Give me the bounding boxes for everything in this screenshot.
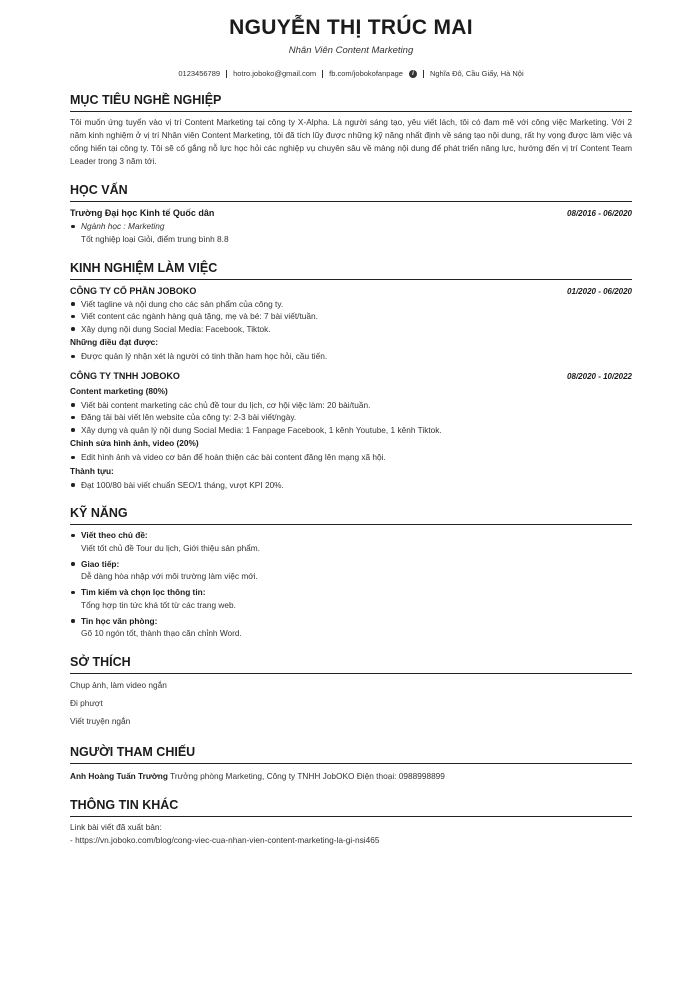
hobby-list — [70, 676, 632, 730]
job-achievements — [70, 479, 632, 492]
info-icon: i — [409, 70, 417, 78]
section-title-references: NGƯỜI THAM CHIẾU — [70, 744, 632, 764]
list-item: Edit hình ảnh và video cơ bản để hoàn thiện các bài content đăng lên mạng xã hội. — [70, 451, 632, 464]
section-objective — [70, 92, 632, 168]
company-name: CÔNG TY TNHH JOBOKO — [70, 370, 180, 381]
section-references — [70, 744, 632, 783]
skills-list — [70, 586, 632, 599]
job-row — [70, 371, 632, 381]
job-entry — [70, 371, 632, 492]
candidate-job-title: Nhân Viên Content Marketing — [288, 45, 414, 56]
skill-name: Viết theo chủ đề: — [81, 530, 148, 540]
job-duties — [70, 298, 632, 336]
school-name: Trường Đại học Kinh tế Quốc dân — [70, 208, 215, 218]
skill-name: Tin học văn phòng: — [81, 615, 158, 626]
hobby-item: Chụp ảnh, làm video ngắn — [70, 680, 167, 690]
skill-item — [70, 615, 632, 628]
skill-item — [70, 529, 632, 542]
section-title-objective: MỤC TIÊU NGHỀ NGHIỆP — [70, 92, 632, 112]
company-name: CÔNG TY CỔ PHẦN JOBOKO — [70, 285, 197, 296]
skills-list — [70, 529, 632, 542]
hobby-item: Viết truyện ngắn — [70, 716, 131, 726]
list-item: Xây dựng và quản lý nội dung Social Media: 1 Fanpage Facebook, 1 kênh Youtube, 1 kênh Tiktok. — [70, 424, 632, 437]
job-duties — [70, 451, 632, 464]
contact-phone: 0123456789 — [178, 69, 221, 78]
skill-item — [70, 558, 632, 571]
skill-desc: Tổng hợp tin tức khá tốt từ các trang web. — [81, 599, 236, 610]
published-article-link[interactable]: - https://vn.joboko.com/blog/cong-viec-cua-nhan-vien-content-marketing-la-gi-nsi465 — [70, 835, 380, 845]
skill-desc: Viết tốt chủ đề Tour du lịch, Giới thiệu sản phẩm. — [81, 542, 261, 553]
contact-email[interactable]: hotro.joboko@gmail.com — [233, 69, 317, 78]
contact-address: Nghĩa Đô, Cầu Giấy, Hà Nội — [429, 69, 524, 78]
education-date: 08/2016 - 06/2020 — [567, 209, 632, 218]
job-duties — [70, 399, 632, 437]
skill-item — [70, 586, 632, 599]
list-item: Đạt 100/80 bài viết chuẩn SEO/1 tháng, vượt KPI 20%. — [70, 479, 632, 492]
objective-text: Tôi muốn ứng tuyển vào vị trí Content Marketing tại công ty X-Alpha. Là người sáng tạo, yêu viết lách, tôi có đam mê với công việc Marketing. Với 2 năm kinh nghiệm ở vị trí Nhân viên Content Marketing, tôi đã tích lũy được những kỹ năng nhất định về sáng tạo nội dung, rất hy vọng được làm việc và cống hiến tại công ty. Tôi sẽ cố gắng nỗ lực học hỏi các nghiệp vụ chuyên sâu về mảng nội dung để phát triển năng lực, hướng đến vị trí Content Team Leader trong 3 năm tới. — [70, 117, 632, 166]
skill-desc: Dễ dàng hòa nhập với môi trường làm việc mới. — [81, 571, 258, 581]
education-row — [70, 208, 632, 218]
job-row — [70, 286, 632, 296]
education-list — [70, 220, 632, 233]
section-title-other: THÔNG TIN KHÁC — [70, 797, 632, 817]
section-experience — [70, 260, 632, 492]
skill-desc: Gõ 10 ngón tốt, thành thạo căn chỉnh Word. — [81, 628, 242, 638]
list-item: Được quản lý nhận xét là người có tinh thần ham học hỏi, cầu tiến. — [70, 350, 632, 363]
duty-group-label: Chỉnh sửa hình ảnh, video (20%) — [70, 438, 199, 448]
candidate-name: NGUYỄN THỊ TRÚC MAI — [229, 16, 473, 39]
contact-bar — [70, 69, 632, 78]
section-title-skills: KỸ NĂNG — [70, 505, 632, 525]
contact-divider — [226, 70, 227, 78]
contact-divider — [423, 70, 424, 78]
list-item: Viết content các ngành hàng quà tặng, mẹ và bé: 7 bài viết/tuần. — [70, 310, 632, 323]
duty-group-label: Content marketing (80%) — [70, 385, 168, 396]
section-hobbies — [70, 654, 632, 730]
contact-facebook[interactable]: fb.com/jobokofanpage — [329, 69, 403, 78]
section-skills — [70, 505, 632, 640]
other-label: Link bài viết đã xuất bản: — [70, 822, 162, 832]
section-title-experience: KINH NGHIỆM LÀM VIỆC — [70, 260, 632, 280]
achievements-label: Những điều đạt được: — [70, 337, 158, 347]
reference-detail: Trưởng phòng Marketing, Công ty TNHH JobOKO Điện thoại: 0988998899 — [170, 771, 445, 781]
section-title-education: HỌC VẤN — [70, 182, 632, 202]
cv-header — [70, 14, 632, 78]
section-other — [70, 797, 632, 847]
list-item: Xây dựng nội dung Social Media: Facebook, Tiktok. — [70, 323, 632, 336]
skills-list — [70, 615, 632, 628]
list-item: Viết bài content marketing các chủ đề tour du lịch, cơ hội việc làm: 20 bài/tuần. — [70, 399, 632, 412]
achievements-label: Thành tựu: — [70, 465, 114, 476]
contact-divider — [322, 70, 323, 78]
skill-name: Giao tiếp: — [81, 558, 120, 569]
skill-name: Tìm kiếm và chọn lọc thông tin: — [81, 587, 206, 597]
job-date: 01/2020 - 06/2020 — [567, 286, 632, 296]
list-item: Đăng tải bài viết lên website của công ty: 2-3 bài viết/ngày. — [70, 411, 632, 424]
job-date: 08/2020 - 10/2022 — [567, 371, 632, 381]
cv-page — [70, 14, 632, 847]
education-major: Ngành học : Marketing — [70, 220, 632, 233]
job-achievements — [70, 350, 632, 363]
skills-list — [70, 558, 632, 571]
section-title-hobbies: SỞ THÍCH — [70, 654, 632, 674]
job-entry — [70, 286, 632, 363]
section-education — [70, 182, 632, 246]
reference-name: Anh Hoàng Tuấn Trường — [70, 771, 168, 781]
education-detail: Tốt nghiệp loại Giỏi, điểm trung bình 8.8 — [81, 233, 229, 244]
hobby-item: Đi phượt — [70, 698, 103, 708]
reference-entry — [70, 770, 632, 783]
list-item: Viết tagline và nội dung cho các sản phẩm của công ty. — [70, 298, 632, 311]
